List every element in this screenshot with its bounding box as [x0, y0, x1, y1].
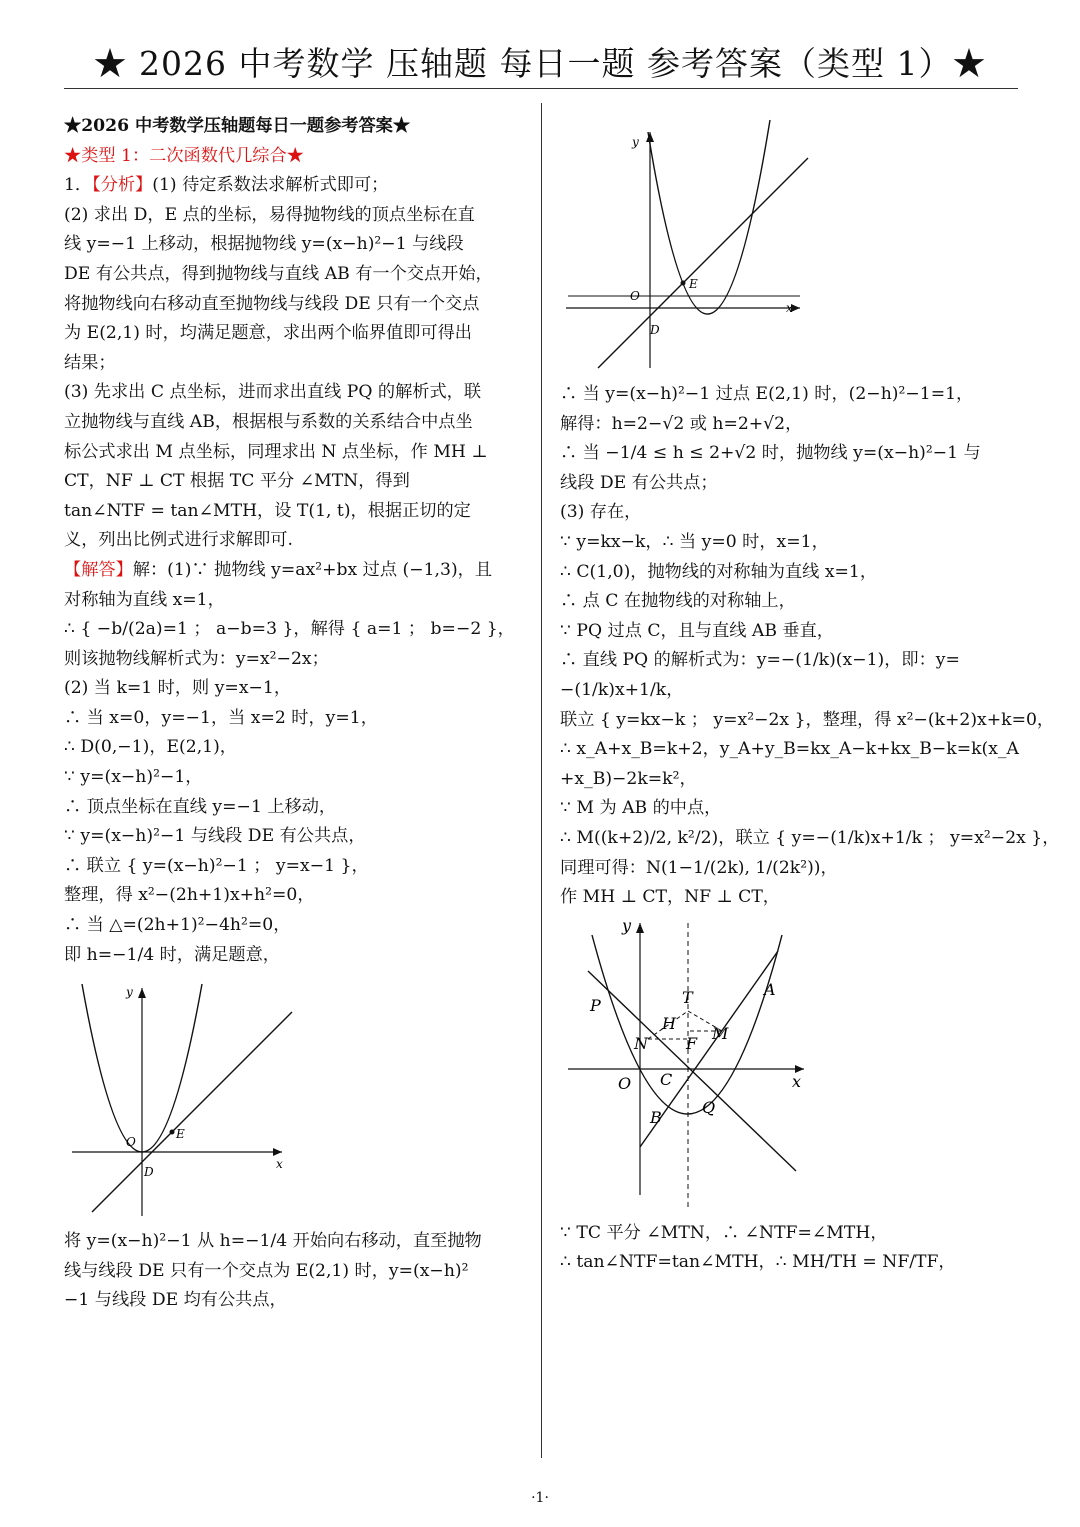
fig3-b-label: B [650, 1107, 662, 1127]
text-line: 结果； [64, 352, 116, 373]
fig3-y-label: y [622, 918, 632, 935]
text-line: 为 E(2,1) 时，均满足题意，求出两个临界值即可得出 [64, 323, 472, 344]
fig1-d-label: D [144, 1165, 154, 1180]
fig2-d-label: D [650, 323, 660, 337]
text-line: 将 y=(x−h)²−1 从 h=−1/4 开始向右移动，直至抛物 [64, 1231, 482, 1252]
fig3-p-label: P [590, 995, 601, 1015]
text-line: ∴ 当 △=(2h+1)²−4h²=0， [64, 915, 291, 936]
right-text-block [560, 380, 1060, 913]
text-line: ∴ 点 C 在抛物线的对称轴上， [560, 591, 796, 612]
text-line: 则该抛物线解析式为：y=x²−2x； [64, 648, 329, 669]
figure-1-parabola [70, 976, 300, 1221]
fig1-y-label: y [126, 985, 133, 1000]
fig2-e-label: E [689, 277, 698, 291]
text-line: 线段 DE 有公共点； [560, 472, 718, 493]
text-line: ∴ 直线 PQ 的解析式为：y=−(1/k)(x−1)，即：y= [560, 650, 960, 671]
text-line: 义，列出比例式进行求解即可. [64, 530, 293, 551]
text-line: 线 y=−1 上移动，根据抛物线 y=(x−h)²−1 与线段 [64, 234, 464, 255]
text-line: 整理，得 x²−(2h+1)x+h²=0， [64, 885, 315, 906]
fig3-o-label: O [618, 1073, 632, 1093]
fig2-o-label: O [630, 289, 640, 303]
text-line: 同理可得：N(1−1/(2k), 1/(2k²))， [560, 857, 838, 878]
text-line: 立抛物线与直线 AB，根据根与系数的关系结合中点坐 [64, 411, 473, 432]
fig1-o-label: O [126, 1135, 136, 1150]
text-line: ∵ y=(x−h)²−1， [64, 767, 203, 788]
fig2-x-label: x [786, 301, 793, 315]
text-line: CT，NF ⊥ CT 根据 TC 平分 ∠MTN，得到 [64, 471, 410, 492]
text-line: ∵ PQ 过点 C，且与直线 AB 垂直， [560, 620, 834, 641]
left-text-block-2 [64, 1227, 526, 1316]
figure-2-parabola [562, 112, 812, 374]
fig3-n-label: N [634, 1033, 648, 1053]
text-line: tan∠NTF = tan∠MTH，设 T(1, t)，根据正切的定 [64, 500, 471, 521]
text-line: 即 h=−1/4 时，满足题意， [64, 944, 280, 965]
text-line: +x_B)−2k=k²， [560, 768, 697, 789]
fig1-x-label: x [276, 1157, 283, 1172]
fig3-t-label: T [682, 987, 693, 1007]
text-line: (3) 存在， [560, 502, 642, 523]
right-text-block-2 [560, 1219, 1022, 1278]
text-line: (3) 先求出 C 点坐标，进而求出直线 PQ 的解析式，联 [64, 382, 482, 403]
text-line: 作 MH ⊥ CT，NF ⊥ CT， [560, 887, 780, 908]
section-marker: 【解答】 [64, 559, 133, 580]
text-line: ∴ 顶点坐标在直线 y=−1 上移动， [64, 796, 337, 817]
right-column [560, 380, 1060, 1278]
text-line: 联立 { y=kx−k ； y=x²−2x }，整理，得 x²−(k+2)x+k=0， [560, 709, 1055, 730]
fig3-f-label: F [686, 1033, 698, 1053]
fig3-c-label: C [660, 1069, 673, 1089]
text-line: ∴ 当 −1/4 ≤ h ≤ 2+√2 时，抛物线 y=(x−h)²−1 与 [560, 443, 981, 464]
text-line: ∴ M((k+2)/2, k²/2)，联立 { y=−(1/k)x+1/k ； y=x²−2x }， [560, 827, 1060, 848]
text-line: (2) 当 k=1 时，则 y=x−1， [64, 678, 292, 699]
text-line: −1 与线段 DE 均有公共点， [64, 1290, 287, 1311]
text-line: ∴ tan∠NTF=tan∠MTH，∴ MH/TH = NF/TF， [560, 1252, 956, 1273]
text-line: ∴ 当 y=(x−h)²−1 过点 E(2,1) 时，(2−h)²−1=1， [560, 384, 974, 404]
fig1-e-label: E [176, 1127, 185, 1142]
text-line: ∴ x_A+x_B=k+2，y_A+y_B=kx_A−k+kx_B−k=k(x_A [560, 739, 1019, 760]
text-line: 将抛物线向右移动直至抛物线与线段 DE 只有一个交点 [64, 293, 480, 314]
section-marker: 【分析】 [92, 175, 153, 196]
text-line: ∵ y=kx−k，∴ 当 y=0 时，x=1， [560, 531, 829, 552]
text-line: −(1/k)x+1/k， [560, 679, 684, 700]
text-line: 【解答】解：(1)∵ 抛物线 y=ax²+bx 过点 (−1,3)，且 [64, 559, 493, 580]
text-line: 解得：h=2−√2 或 h=2+√2， [560, 413, 803, 434]
text-line: ∴ D(0,−1)，E(2,1)， [64, 737, 237, 758]
type-label: ★类型 1：二次函数代几综合★ [64, 145, 304, 166]
fig3-h-label: H [662, 1013, 676, 1033]
page-title: ★ 2026 中考数学 压轴题 每日一题 参考答案（类型 1）★ [93, 44, 987, 83]
text-line: 线与线段 DE 只有一个交点为 E(2,1) 时，y=(x−h)² [64, 1260, 469, 1281]
text-line: 对称轴为直线 x=1， [64, 589, 225, 610]
text-line: 1．【分析】(1) 待定系数法求解析式即可； [64, 175, 389, 196]
left-text-block [64, 171, 526, 970]
title-divider [64, 88, 1018, 89]
fig3-x-label: x [792, 1071, 802, 1091]
text-line: 标公式求出 M 点坐标，同理求出 N 点坐标，作 MH ⊥ [64, 441, 488, 462]
fig3-m-label: M [712, 1023, 729, 1043]
figure-3-parabola-ab-pq [564, 919, 814, 1215]
column-divider [541, 103, 542, 1458]
text-line: ∴ { −b/(2a)=1 ； a−b=3 }，解得 { a=1 ； b=−2 }， [64, 619, 515, 640]
text-line: (2) 求出 D，E 点的坐标，易得抛物线的顶点坐标在直 [64, 204, 475, 225]
fig2-y-label: y [632, 135, 639, 149]
page-number: ·1· [531, 1490, 549, 1506]
text-line: ∴ 当 x=0，y=−1，当 x=2 时，y=1， [64, 707, 378, 728]
fig3-q-label: Q [702, 1097, 716, 1117]
left-column [64, 112, 526, 1316]
answer-heading: ★2026 中考数学压轴题每日一题参考答案★ [64, 116, 411, 136]
fig3-a-label: A [764, 979, 776, 999]
text-line: ∴ C(1,0)，抛物线的对称轴为直线 x=1， [560, 561, 878, 582]
text-line: ∵ TC 平分 ∠MTN，∴ ∠NTF=∠MTH， [560, 1222, 888, 1243]
text-line: ∴ 联立 { y=(x−h)²−1 ； y=x−1 }， [64, 855, 369, 876]
text-line: ∵ M 为 AB 的中点， [560, 798, 722, 819]
text-line: DE 有公共点，得到抛物线与直线 AB 有一个交点开始， [64, 263, 493, 284]
text-line: ∵ y=(x−h)²−1 与线段 DE 有公共点， [64, 826, 366, 847]
